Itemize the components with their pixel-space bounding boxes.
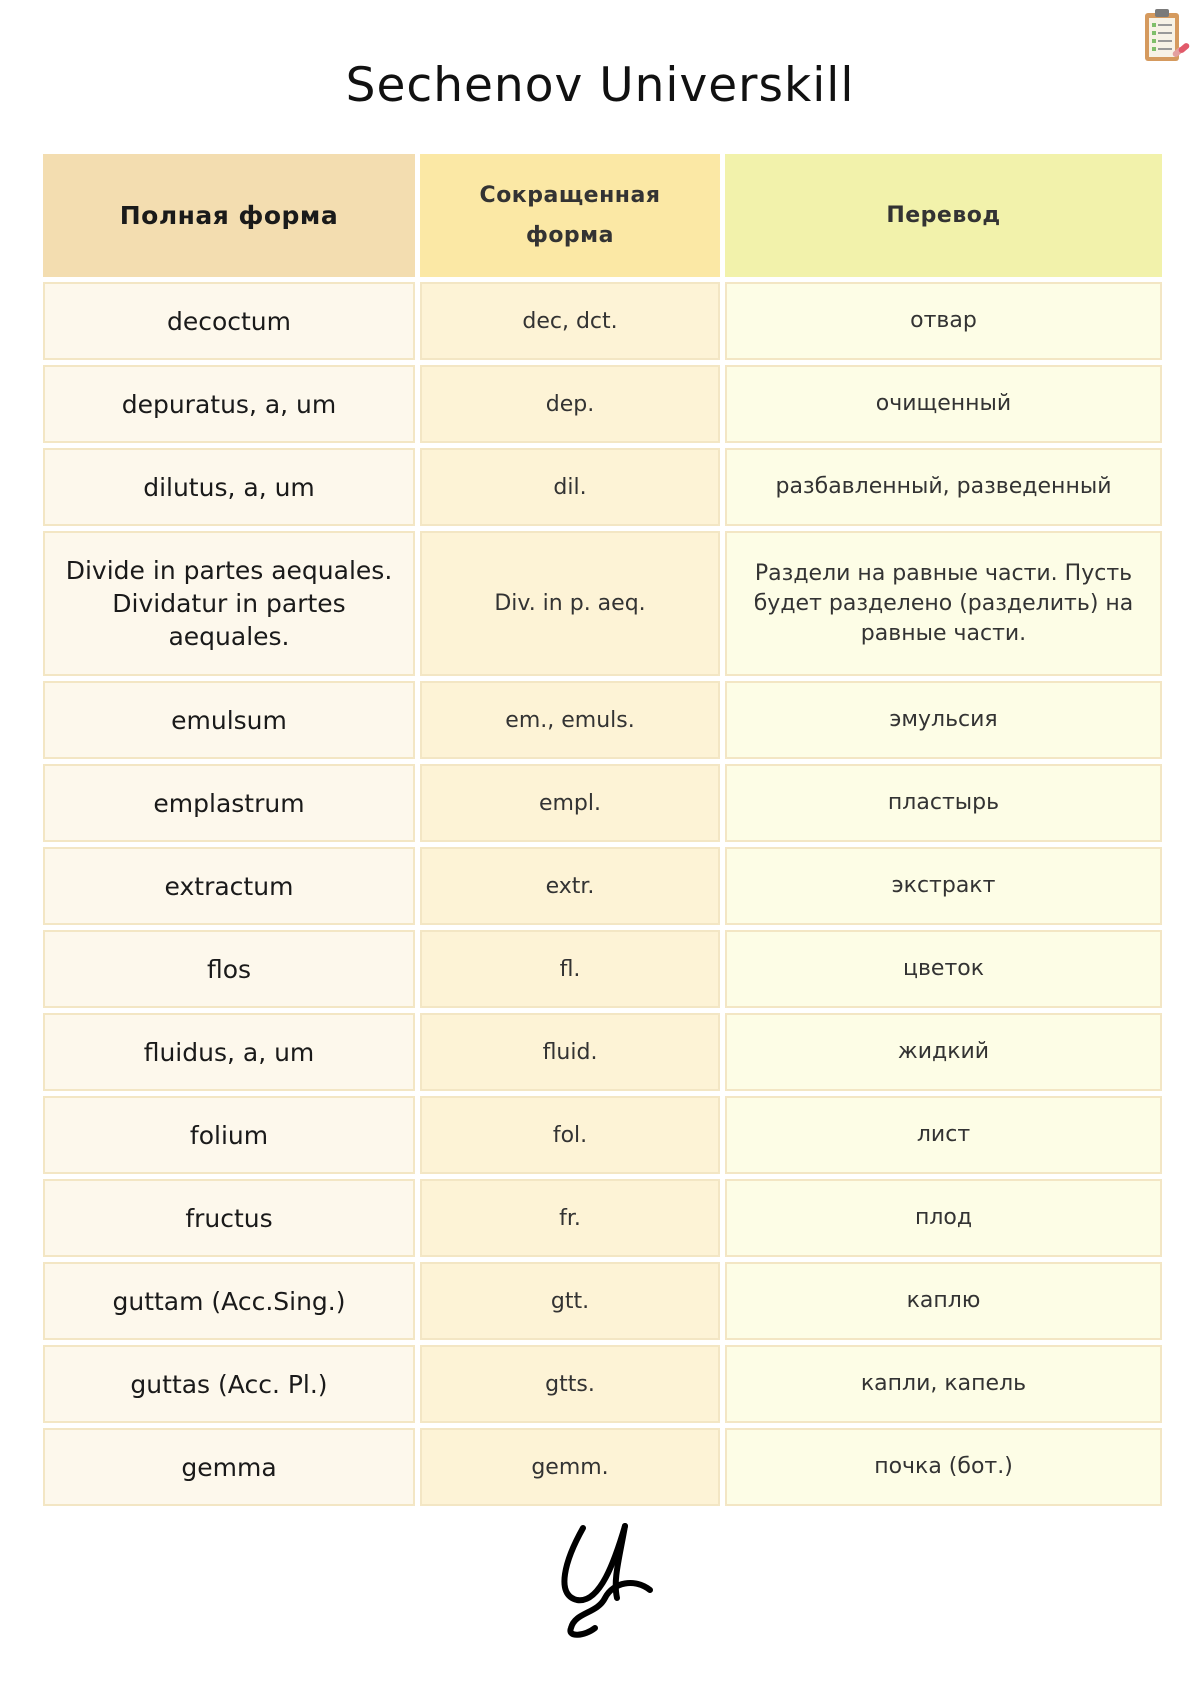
row-full: dilutus, a, um — [43, 448, 415, 526]
row-translation: Раздели на равные части. Пусть будет разделено (разделить) на равные части. — [725, 531, 1162, 676]
row-full: emplastrum — [43, 764, 415, 842]
page-title: Sechenov Universkill — [345, 58, 855, 113]
row-short: empl. — [420, 764, 720, 842]
row-translation: разбавленный, разведенный — [725, 448, 1162, 526]
row-short: fluid. — [420, 1013, 720, 1091]
row-translation: отвар — [725, 282, 1162, 360]
row-full: flos — [43, 930, 415, 1008]
row-short: gtts. — [420, 1345, 720, 1423]
row-full: decoctum — [43, 282, 415, 360]
row-full: emulsum — [43, 681, 415, 759]
header-translation: Перевод — [725, 154, 1162, 277]
row-short: Div. in p. aeq. — [420, 531, 720, 676]
row-translation: цветок — [725, 930, 1162, 1008]
row-full: gemma — [43, 1428, 415, 1506]
row-translation: лист — [725, 1096, 1162, 1174]
row-short: gtt. — [420, 1262, 720, 1340]
row-translation: плод — [725, 1179, 1162, 1257]
universkill-logo — [555, 1520, 655, 1640]
row-short: fol. — [420, 1096, 720, 1174]
row-full: fluidus, a, um — [43, 1013, 415, 1091]
row-short: fl. — [420, 930, 720, 1008]
row-full: guttas (Acc. Pl.) — [43, 1345, 415, 1423]
row-full: guttam (Acc.Sing.) — [43, 1262, 415, 1340]
row-translation: эмульсия — [725, 681, 1162, 759]
row-translation: капли, капель — [725, 1345, 1162, 1423]
row-short: extr. — [420, 847, 720, 925]
row-full: Divide in partes aequales. Dividatur in partes aequales. — [43, 531, 415, 676]
row-full: folium — [43, 1096, 415, 1174]
row-short: em., emuls. — [420, 681, 720, 759]
row-translation: очищенный — [725, 365, 1162, 443]
row-short: gemm. — [420, 1428, 720, 1506]
row-full: extractum — [43, 847, 415, 925]
row-short: dec, dct. — [420, 282, 720, 360]
abbreviations-table — [43, 154, 1162, 1506]
row-short: dep. — [420, 365, 720, 443]
clipboard-checklist-icon — [1142, 5, 1194, 67]
row-translation: каплю — [725, 1262, 1162, 1340]
row-short: dil. — [420, 448, 720, 526]
row-translation: экстракт — [725, 847, 1162, 925]
header-short-form: Сокращенная форма — [420, 154, 720, 277]
row-full: depuratus, a, um — [43, 365, 415, 443]
row-translation: жидкий — [725, 1013, 1162, 1091]
row-full: fructus — [43, 1179, 415, 1257]
row-short: fr. — [420, 1179, 720, 1257]
header-full-form: Полная форма — [43, 154, 415, 277]
row-translation: пластырь — [725, 764, 1162, 842]
row-translation: почка (бот.) — [725, 1428, 1162, 1506]
